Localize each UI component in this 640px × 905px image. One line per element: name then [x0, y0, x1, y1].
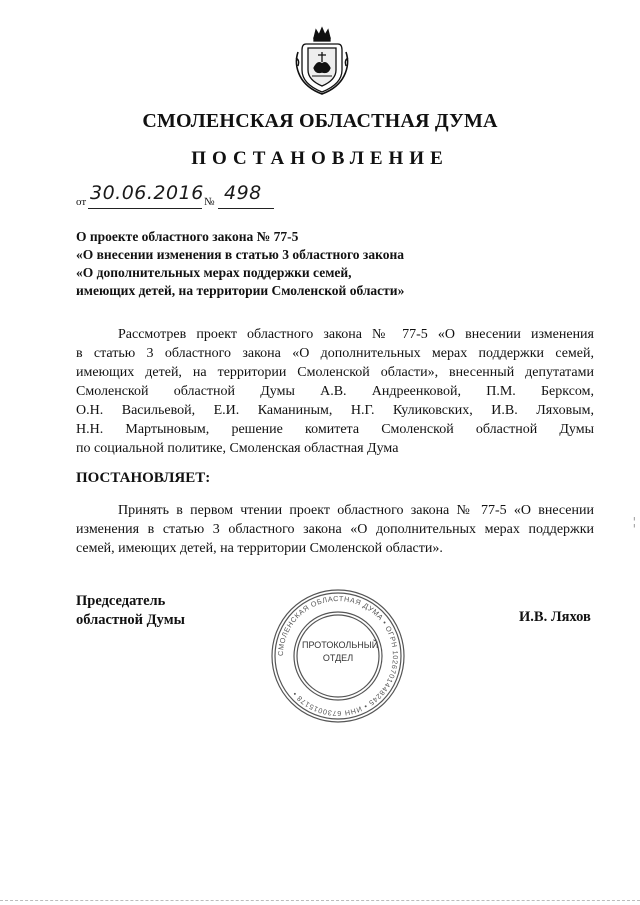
number-prefix: № [204, 196, 215, 208]
date-underline [88, 208, 202, 209]
page-bottom-edge [0, 900, 640, 901]
resolves-heading: ПОСТАНОВЛЯЕТ: [76, 470, 211, 486]
subject-line: имеющих детей, на территории Смоленской области» [76, 283, 405, 298]
stamp-center-line: ОТДЕЛ [322, 653, 354, 663]
date-prefix: от [76, 196, 87, 208]
paragraph-line: имеющих детей, на территории Смоленской области», внесенный депутатами [76, 365, 594, 380]
paragraph-line: О.Н. Васильевой, Е.И. Каманиным, Н.Г. Куликовских, И.В. Ляховым, [76, 403, 594, 418]
signer-position-line: Председатель [76, 593, 166, 609]
handwritten-number: 498 [224, 182, 262, 204]
organization-title: СМОЛЕНСКАЯ ОБЛАСТНАЯ ДУМА [142, 110, 498, 132]
paragraph-line: Рассмотрев проект областного закона № 77-5 «О внесении изменения [118, 327, 594, 342]
margin-mark: ¦ [633, 514, 636, 528]
paragraph-line: в статью 3 областного закона «О дополнительных мерах поддержки семей, [76, 346, 594, 361]
paragraph-line: семей, имеющих детей, на территории Смоленской области». [76, 541, 443, 556]
document-type: ПОСТАНОВЛЕНИЕ [191, 148, 449, 169]
resolution-paragraph [76, 501, 594, 558]
handwritten-date: 30.06.2016 [90, 182, 204, 204]
paragraph-line: Н.Н. Мартыновым, решение комитета Смоленской областной Думы [76, 422, 594, 437]
coat-of-arms-icon [292, 24, 352, 98]
document-subject [76, 228, 496, 300]
paragraph-line: Смоленской областной Думы А.В. Андреенковой, П.М. Берксом, [76, 384, 594, 399]
subject-line: «О дополнительных мерах поддержки семей, [76, 265, 352, 280]
preamble-paragraph [76, 325, 594, 458]
paragraph-line: Принять в первом чтении проект областного закона № 77-5 «О внесении [118, 503, 594, 518]
paragraph-line: по социальной политике, Смоленская областная Дума [76, 441, 399, 456]
registration-line [76, 182, 296, 210]
svg-text:СМОЛЕНСКАЯ ОБЛАСТНАЯ ДУМА • ОГ: СМОЛЕНСКАЯ ОБЛАСТНАЯ ДУМА • ОГРН 1026701448245 • ИНН 6730015178 • [275, 593, 401, 719]
signer-position-line: областной Думы [76, 612, 185, 628]
signer-position [76, 592, 185, 630]
paragraph-line: изменения в статью 3 областного закона «О дополнительных мерах поддержки [76, 522, 594, 537]
stamp-center-line: ПРОТОКОЛЬНЫЙ [302, 640, 379, 650]
number-underline [218, 208, 274, 209]
subject-line: О проекте областного закона № 77-5 [76, 229, 299, 244]
signer-name: И.В. Ляхов [519, 609, 591, 625]
subject-line: «О внесении изменения в статью 3 областного закона [76, 247, 404, 262]
